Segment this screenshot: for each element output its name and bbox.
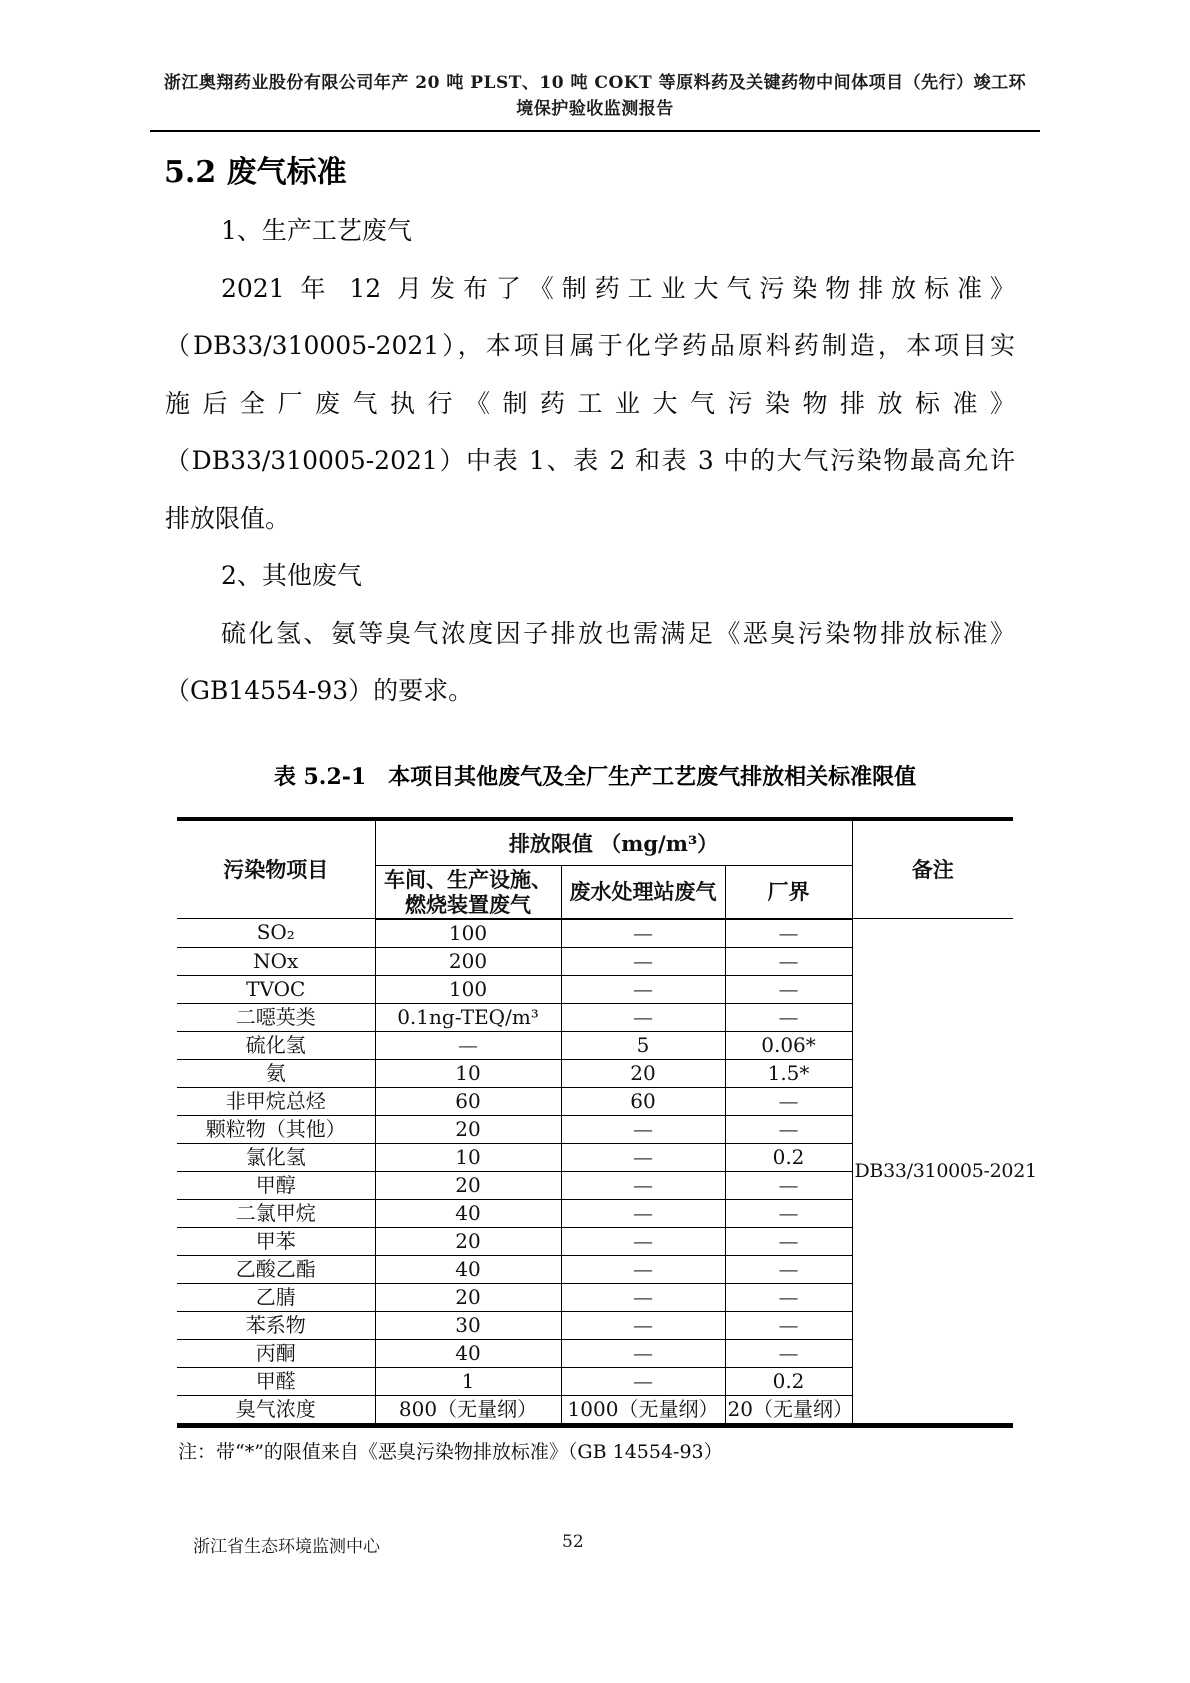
pollutant-cell: 甲醇 [177, 1171, 375, 1199]
table-header-row-1 [177, 819, 1013, 866]
limit-value-cell: — [725, 1003, 852, 1031]
footer-organization: 浙江省生态环境监测中心 [193, 1537, 380, 1557]
pollutant-cell: 甲苯 [177, 1227, 375, 1255]
header-boundary: 厂界 [725, 865, 852, 919]
limit-value-cell: 5 [561, 1031, 725, 1059]
limit-value-cell: 1.5* [725, 1059, 852, 1087]
header-limit-group: 排放限值 （mg/m³） [375, 819, 852, 866]
pollutant-cell: 乙酸乙酯 [177, 1255, 375, 1283]
limit-value-cell: 20 [375, 1227, 561, 1255]
body-line: 1、生产工艺废气 [221, 216, 412, 245]
limit-value-cell: 60 [375, 1087, 561, 1115]
limit-value-cell: 10 [375, 1059, 561, 1087]
remark-value-cell: DB33/310005-2021 [852, 919, 1013, 1426]
limit-value-cell: — [725, 1311, 852, 1339]
limits-table-body [177, 919, 1037, 1426]
table-note: 注：带“*”的限值来自《恶臭污染物排放标准》（GB 14554-93） [178, 1440, 723, 1463]
body-lines [165, 202, 1015, 720]
limit-value-cell: 0.2 [725, 1143, 852, 1171]
limit-value-cell: — [561, 1339, 725, 1367]
header-remark: 备注 [852, 819, 1013, 919]
limit-value-cell: 100 [375, 975, 561, 1003]
limit-value-cell: 0.1ng-TEQ/m³ [375, 1003, 561, 1031]
limit-value-cell: — [561, 1283, 725, 1311]
body-line: 2021 年 12 月发布了《制药工业大气污染物排放标准》 [221, 273, 1015, 303]
section-title: 5.2 废气标准 [164, 155, 347, 190]
header-rule [150, 130, 1040, 132]
header-title-line1: 浙江奥翔药业股份有限公司年产 20 吨 PLST、10 吨 COKT 等原料药及关键药物中间体项目（先行）竣工环 [163, 73, 1027, 93]
limit-value-cell: 30 [375, 1311, 561, 1339]
limit-value-cell: — [725, 1339, 852, 1367]
standards-table [177, 817, 1037, 1428]
limit-value-cell: 40 [375, 1339, 561, 1367]
table-header [177, 819, 1013, 919]
limit-value-cell: — [375, 1031, 561, 1059]
header-workshop-gas: 车间、生产设施、燃烧装置废气 [375, 865, 561, 919]
limit-value-cell: — [561, 1115, 725, 1143]
pollutant-cell: 苯系物 [177, 1311, 375, 1339]
pollutant-cell: 非甲烷总烃 [177, 1087, 375, 1115]
limit-value-cell: 1000（无量纲） [561, 1395, 725, 1425]
limit-value-cell: 800（无量纲） [375, 1395, 561, 1425]
limit-value-cell: 20（无量纲） [725, 1395, 852, 1425]
pollutant-cell: 乙腈 [177, 1283, 375, 1311]
limit-value-cell: 1 [375, 1367, 561, 1395]
body-line: （DB33/310005-2021）中表 1、表 2 和表 3 中的大气污染物最高允许 [165, 446, 1015, 475]
pollutant-cell: 硫化氢 [177, 1031, 375, 1059]
limit-value-cell: — [725, 1171, 852, 1199]
limit-value-cell: — [725, 919, 852, 948]
limit-value-cell: 100 [375, 919, 561, 948]
table-title: 表 5.2-1 本项目其他废气及全厂生产工艺废气排放相关标准限值 [273, 763, 917, 790]
header-pollutant: 污染物项目 [177, 819, 375, 919]
limit-value-cell: 20 [375, 1283, 561, 1311]
body-line: 2、其他废气 [221, 561, 362, 590]
body-line: 硫化氢、氨等臭气浓度因子排放也需满足《恶臭污染物排放标准》 [221, 618, 1015, 648]
pollutant-cell: 二氯甲烷 [177, 1199, 375, 1227]
pollutant-cell: 甲醛 [177, 1367, 375, 1395]
limit-value-cell: — [725, 1255, 852, 1283]
content-area [150, 0, 1040, 1464]
pollutant-cell: SO₂ [177, 919, 375, 948]
pollutant-cell: 丙酮 [177, 1339, 375, 1367]
limit-value-cell: 20 [561, 1059, 725, 1087]
limit-value-cell: — [725, 947, 852, 975]
page-header [150, 0, 1040, 132]
limit-value-cell: 200 [375, 947, 561, 975]
limit-value-cell: — [561, 1143, 725, 1171]
limit-value-cell: 10 [375, 1143, 561, 1171]
limit-value-cell: 20 [375, 1171, 561, 1199]
pollutant-cell: 氨 [177, 1059, 375, 1087]
limit-value-cell: — [725, 975, 852, 1003]
limit-value-cell: 60 [561, 1087, 725, 1115]
footer-page-number: 52 [562, 1532, 584, 1552]
limit-value-cell: — [561, 1311, 725, 1339]
limit-value-cell: — [725, 1283, 852, 1311]
pollutant-cell: 颗粒物（其他） [177, 1115, 375, 1143]
pollutant-cell: TVOC [177, 975, 375, 1003]
limit-value-cell: 40 [375, 1255, 561, 1283]
limit-value-cell: — [561, 1227, 725, 1255]
limit-value-cell: 20 [375, 1115, 561, 1143]
header-wastewater-gas: 废水处理站废气 [561, 865, 725, 919]
body-line: （DB33/310005-2021），本项目属于化学药品原料药制造，本项目实 [165, 331, 1015, 360]
limit-value-cell: — [561, 1171, 725, 1199]
limit-value-cell: — [561, 947, 725, 975]
limit-value-cell: — [561, 1003, 725, 1031]
limit-value-cell: — [561, 919, 725, 948]
pollutant-cell: 臭气浓度 [177, 1395, 375, 1425]
pollutant-cell: NOx [177, 947, 375, 975]
limit-value-cell: — [561, 1255, 725, 1283]
body-line: 排放限值。 [165, 503, 291, 533]
limit-value-cell: — [725, 1087, 852, 1115]
limit-value-cell: — [725, 1199, 852, 1227]
limit-value-cell: — [561, 1367, 725, 1395]
limit-value-cell: 0.2 [725, 1367, 852, 1395]
header-title-line2: 境保护验收监测报告 [516, 99, 674, 119]
pollutant-cell: 二噁英类 [177, 1003, 375, 1031]
pollutant-cell: 氯化氢 [177, 1143, 375, 1171]
limit-value-cell: — [725, 1227, 852, 1255]
limit-value-cell: 40 [375, 1199, 561, 1227]
limit-value-cell: — [561, 1199, 725, 1227]
limit-value-cell: — [561, 975, 725, 1003]
limit-value-cell: 0.06* [725, 1031, 852, 1059]
body-line: （GB14554-93）的要求。 [165, 676, 474, 705]
table-row [177, 919, 1013, 948]
limit-value-cell: — [725, 1115, 852, 1143]
body-line: 施后全厂废气执行《制药工业大气污染物排放标准》 [165, 388, 1015, 418]
